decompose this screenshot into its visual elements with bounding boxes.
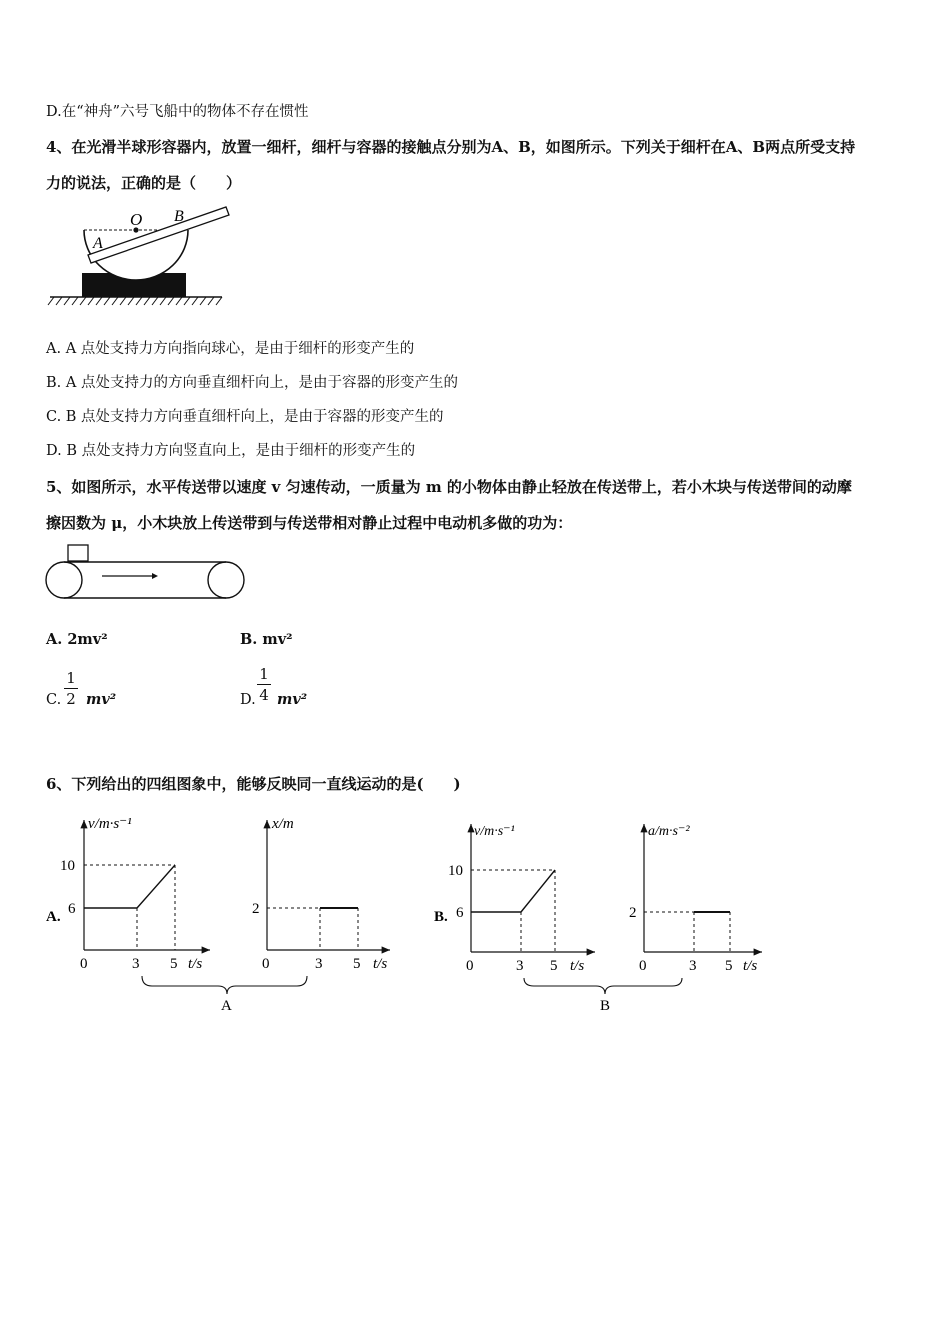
origin: 0 <box>639 958 647 974</box>
xtick-5: 5 <box>170 956 178 972</box>
fraction-bar <box>257 684 271 685</box>
ytick-6: 6 <box>68 901 76 917</box>
group-b-option-label: B. <box>434 909 448 925</box>
xtick-5: 5 <box>550 958 558 974</box>
xtick-5: 5 <box>353 956 361 972</box>
group-b-vt-graph <box>448 824 595 974</box>
ytick-10: 10 <box>448 863 463 879</box>
fraction-numerator: 1 <box>66 669 76 687</box>
fraction-denominator: 2 <box>66 690 76 708</box>
q4-option-d: D. B 点处支持力方向竖直向上，是由于细杆的形变产生的 <box>46 443 416 459</box>
ylabel: v/m·s⁻¹ <box>88 816 132 832</box>
q4-stem-line1: 4、在光滑半球形容器内，放置一细杆，细杆与容器的接触点分别为A、B，如图所示。下列关于细杆在A、B两点所受支持 <box>46 138 856 156</box>
group-a-vt-graph <box>60 816 210 972</box>
xlabel: t/s <box>570 958 585 974</box>
bowl-rod-figure <box>46 203 236 313</box>
group-a-brace-label: A <box>221 998 232 1014</box>
q3-option-d: D.在“神舟”六号飞船中的物体不存在惯性 <box>46 104 309 120</box>
group-b-brace-label: B <box>600 998 611 1014</box>
group-a-option-label: A. <box>46 909 61 925</box>
q5-option-c-expr: mv² <box>86 691 117 708</box>
motion-graphs-figure <box>40 810 780 1020</box>
xtick-3: 3 <box>132 956 140 972</box>
q5-option-d-prefix: D. <box>240 692 256 708</box>
q6-stem: 6、下列给出的四组图象中，能够反映同一直线运动的是( ) <box>46 775 461 793</box>
group-a-brace <box>142 976 307 994</box>
ytick-2: 2 <box>252 901 260 917</box>
xtick-3: 3 <box>689 958 697 974</box>
ytick-10: 10 <box>60 858 75 874</box>
q5-option-d-fraction <box>257 666 271 703</box>
q4-option-c: C. B 点处支持力方向垂直细杆向上，是由于容器的形变产生的 <box>46 409 444 425</box>
q5-option-b: B. mv² <box>240 631 293 648</box>
q5-stem-line1: 5、如图所示，水平传送带以速度 v 匀速传动，一质量为 m 的小物体由静止轻放在传送带上，若小木块与传送带间的动摩 <box>46 478 852 496</box>
q5-option-c-prefix: C. <box>46 692 62 708</box>
q5-stem-line2: 擦因数为 μ，小木块放上传送带到与传送带相对静止过程中电动机多做的功为： <box>46 514 573 532</box>
origin: 0 <box>80 956 88 972</box>
fraction-bar <box>64 688 78 689</box>
xtick-3: 3 <box>315 956 323 972</box>
ytick-2: 2 <box>629 905 637 921</box>
xlabel: t/s <box>743 958 758 974</box>
fraction-numerator: 1 <box>259 665 269 683</box>
label-a: A <box>93 235 103 252</box>
xtick-5: 5 <box>725 958 733 974</box>
group-a-xt-graph <box>252 816 390 972</box>
origin: 0 <box>466 958 474 974</box>
ytick-6: 6 <box>456 905 464 921</box>
ylabel: v/m·s⁻¹ <box>474 824 515 839</box>
xlabel: t/s <box>373 956 388 972</box>
xlabel: t/s <box>188 956 203 972</box>
label-o: O <box>130 210 143 229</box>
q5-option-c-fraction <box>64 670 78 707</box>
q5-option-a: A. 2mv² <box>46 631 108 648</box>
q4-stem-line2: 力的说法，正确的是（ ） <box>46 174 242 192</box>
ylabel: x/m <box>272 816 294 832</box>
label-b: B <box>174 208 184 225</box>
q4-option-a: A. A 点处支持力方向指向球心，是由于细杆的形变产生的 <box>46 341 415 357</box>
ylabel: a/m·s⁻² <box>648 824 690 839</box>
conveyor-belt-figure <box>44 543 248 605</box>
q5-option-d-expr: mv² <box>277 691 308 708</box>
q4-option-b: B. A 点处支持力的方向垂直细杆向上，是由于容器的形变产生的 <box>46 375 458 391</box>
group-b-brace <box>524 978 682 994</box>
group-b-at-graph <box>629 824 762 974</box>
fraction-denominator: 4 <box>259 686 269 704</box>
origin: 0 <box>262 956 270 972</box>
xtick-3: 3 <box>516 958 524 974</box>
